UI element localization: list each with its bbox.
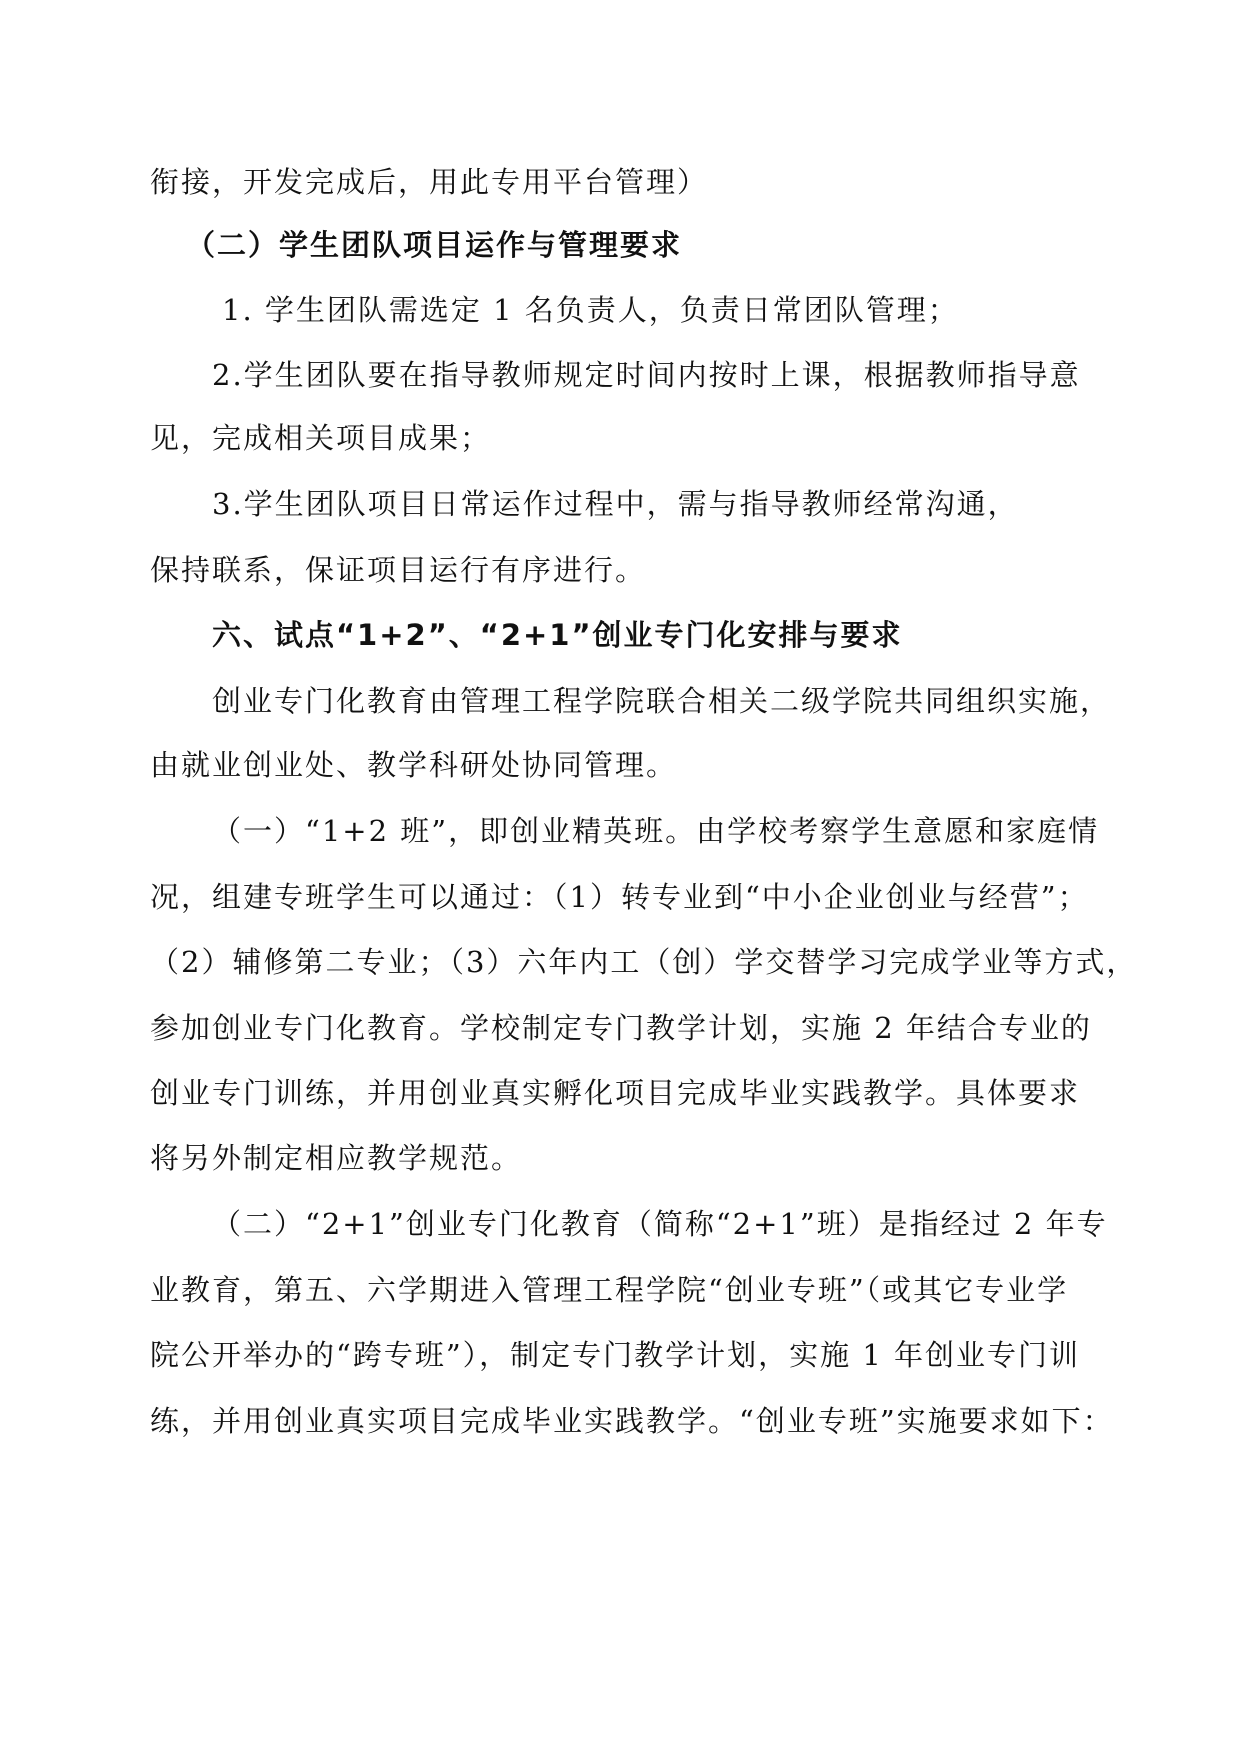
paragraph-line: 由就业创业处、教学科研处协同管理。 (150, 748, 678, 782)
list-item: 1. 学生团队需选定 1 名负责人，负责日常团队管理； (222, 293, 959, 327)
paragraph-line: （一）“1+2 班”，即创业精英班。由学校考察学生意愿和家庭情 (212, 814, 1100, 848)
list-item: 2.学生团队要在指导教师规定时间内按时上课，根据教师指导意 (212, 358, 1081, 392)
paragraph-line: 创业专门训练，并用创业真实孵化项目完成毕业实践教学。具体要求 (150, 1076, 1081, 1110)
list-item: 3.学生团队项目日常运作过程中，需与指导教师经常沟通， (212, 487, 1019, 521)
paragraph-line: 业教育，第五、六学期进入管理工程学院“创业专班”（或其它专业学 (150, 1273, 1069, 1307)
paragraph-line: 创业专门化教育由管理工程学院联合相关二级学院共同组织实施， (212, 684, 1112, 718)
paragraph-line: 练，并用创业真实项目完成毕业实践教学。“创业专班”实施要求如下： (150, 1404, 1114, 1438)
section-heading: 六、试点“1+2”、“2+1”创业专门化安排与要求 (212, 618, 903, 652)
paragraph-line: 参加创业专门化教育。学校制定专门教学计划，实施 2 年结合专业的 (150, 1011, 1092, 1045)
paragraph-line: 院公开举办的“跨专班”），制定专门教学计划，实施 1 年创业专门训 (150, 1338, 1081, 1372)
paragraph-line: 保持联系，保证项目运行有序进行。 (150, 553, 647, 587)
paragraph-line: （二）“2+1”创业专门化教育（简称“2+1”班）是指经过 2 年专 (212, 1207, 1108, 1241)
paragraph-line: 况，组建专班学生可以通过：（1）转专业到“中小企业创业与经营”； (150, 880, 1089, 914)
paragraph-line: 将另外制定相应教学规范。 (150, 1141, 523, 1175)
paragraph-line: 见，完成相关项目成果； (150, 421, 492, 455)
section-heading: （二）学生团队项目运作与管理要求 (186, 228, 683, 262)
paragraph-line: （2）辅修第二专业；（3）六年内工（创）学交替学习完成学业等方式， (150, 945, 1138, 979)
paragraph-line: 衔接，开发完成后，用此专用平台管理） (150, 165, 709, 199)
